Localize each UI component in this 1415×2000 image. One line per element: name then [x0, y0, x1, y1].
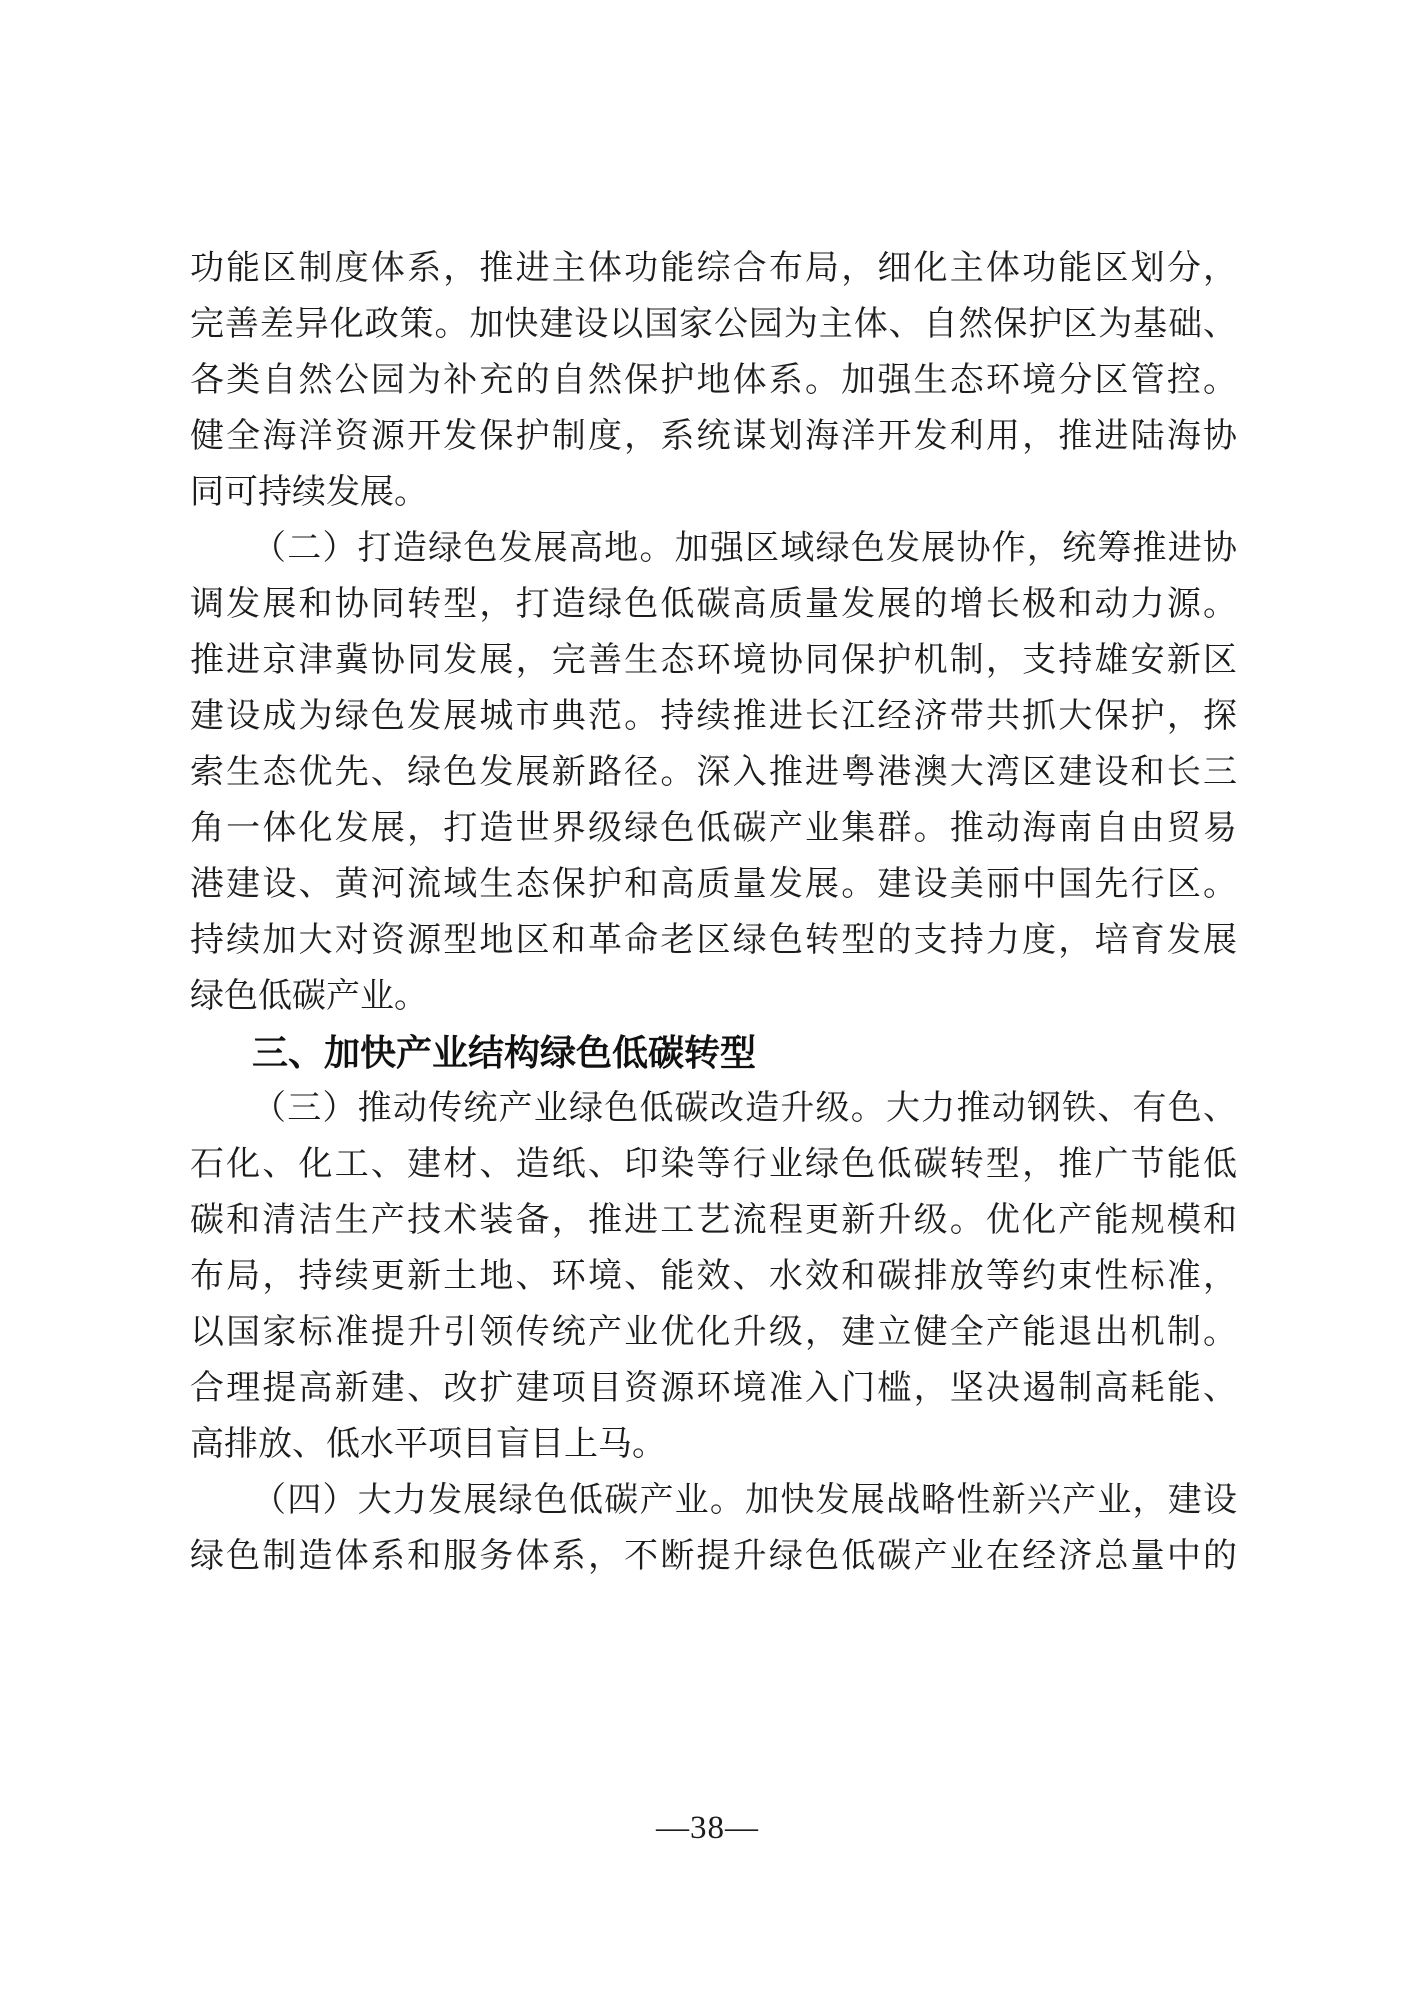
paragraph-continuation: [190, 241, 1237, 521]
text-line: （三）推动传统产业绿色低碳改造升级。大力推动钢铁、有色、: [252, 1090, 1237, 1127]
text-line: 绿色制造体系和服务体系，不断提升绿色低碳产业在经济总量中的: [190, 1538, 1237, 1575]
text-line: 建设成为绿色发展城市典范。持续推进长江经济带共抓大保护，探: [190, 698, 1237, 735]
paragraph-item-4: [190, 1473, 1237, 1585]
text-line: （二）打造绿色发展高地。加强区域绿色发展协作，统筹推进协: [252, 530, 1237, 567]
text-line: 推进京津冀协同发展，完善生态环境协同保护机制，支持雄安新区: [190, 642, 1237, 679]
text-line: 同可持续发展。: [190, 474, 428, 511]
page-number: —38—: [656, 1810, 759, 1846]
text-line: 高排放、低水平项目盲目上马。: [190, 1426, 666, 1463]
text-line: 角一体化发展，打造世界级绿色低碳产业集群。推动海南自由贸易: [190, 810, 1237, 847]
text-line: 以国家标准提升引领传统产业优化升级，建立健全产能退出机制。: [190, 1314, 1237, 1351]
text-line: 绿色低碳产业。: [190, 978, 428, 1015]
paragraph-item-2: [190, 521, 1237, 1025]
text-line: 健全海洋资源开发保护制度，系统谋划海洋开发利用，推进陆海协: [190, 418, 1237, 455]
text-line: 碳和清洁生产技术装备，推进工艺流程更新升级。优化产能规模和: [190, 1202, 1237, 1239]
text-line: 布局，持续更新土地、环境、能效、水效和碳排放等约束性标准，: [190, 1258, 1237, 1295]
text-line: 功能区制度体系，推进主体功能综合布局，细化主体功能区划分，: [190, 250, 1237, 287]
text-line: 持续加大对资源型地区和革命老区绿色转型的支持力度，培育发展: [190, 922, 1237, 959]
text-line: 各类自然公园为补充的自然保护地体系。加强生态环境分区管控。: [190, 362, 1237, 399]
text-line: 完善差异化政策。加快建设以国家公园为主体、自然保护区为基础、: [190, 306, 1237, 343]
document-body: [190, 241, 1237, 1585]
text-line: 索生态优先、绿色发展新路径。深入推进粤港澳大湾区建设和长三: [190, 754, 1237, 791]
text-line: 调发展和协同转型，打造绿色低碳高质量发展的增长极和动力源。: [190, 586, 1237, 623]
paragraph-item-3: [190, 1081, 1237, 1473]
text-line: 石化、化工、建材、造纸、印染等行业绿色低碳转型，推广节能低: [190, 1146, 1237, 1183]
text-line: 港建设、黄河流域生态保护和高质量发展。建设美丽中国先行区。: [190, 866, 1237, 903]
text-line: （四）大力发展绿色低碳产业。加快发展战略性新兴产业，建设: [252, 1482, 1237, 1519]
text-line: 合理提高新建、改扩建项目资源环境准入门槛，坚决遏制高耗能、: [190, 1370, 1237, 1407]
section-heading: 三、加快产业结构绿色低碳转型: [252, 1032, 757, 1073]
